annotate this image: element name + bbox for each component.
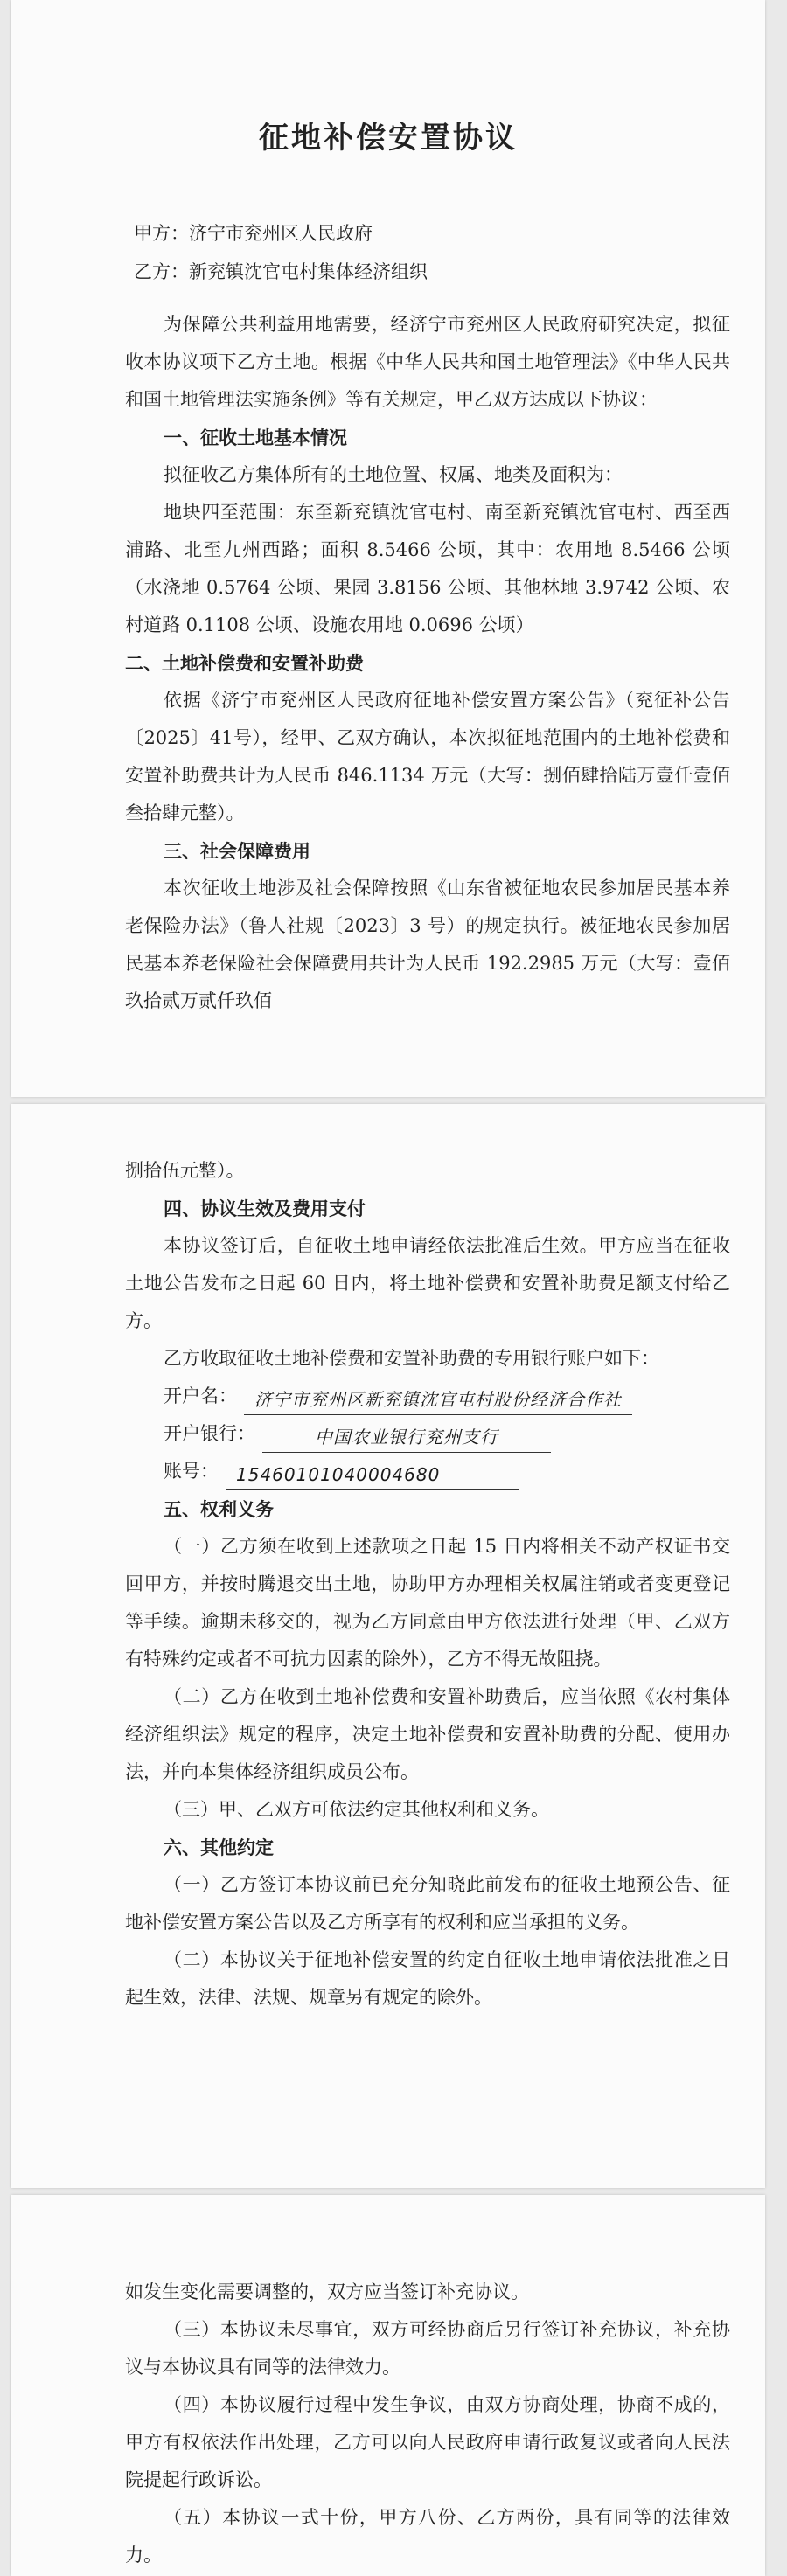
page1-body bbox=[125, 306, 730, 1020]
section-3-paragraph: 本次征收土地涉及社会保障按照《山东省被征地农民参加居民基本养老保险办法》（鲁人社规〔2023〕3 号）的规定执行。被征地农民参加居民基本养老保险社会保障费用共计为人民币 192.2985 万元（大写：壹佰玖拾贰万贰仟玖佰 bbox=[125, 878, 730, 1011]
account-number-handwritten: 15460101040004680 bbox=[226, 1462, 519, 1490]
section-5-paragraph-2: （二）乙方在收到土地补偿费和安置补助费后，应当依照《农村集体经济组织法》规定的程序，决定土地补偿费和安置补助费的分配、使用办法，并向本集体经济组织成员公布。 bbox=[125, 1686, 730, 1782]
bank-handwritten: 中国农业银行兖州支行 bbox=[262, 1424, 551, 1453]
account-number-label: 账号： bbox=[164, 1461, 219, 1482]
section-2-heading: 二、土地补偿费和安置补助费 bbox=[125, 652, 364, 674]
bank-row bbox=[125, 1415, 730, 1453]
section-1-paragraph-2: 地块四至范围：东至新兖镇沈官屯村、南至新兖镇沈官屯村、西至西浦路、北至九州西路；面积 8.5466 公顷，其中：农用地 8.5466 公顷（水浇地 0.5764 公顷、果园 3.8156 公顷、其他林地 3.9742 公顷、农村道路 0.1108 公顷、设施农用地 0.0696 公顷） bbox=[125, 502, 730, 635]
document-title: 征地补偿安置协议 bbox=[259, 121, 518, 156]
document-page-3 bbox=[11, 2195, 765, 2576]
document-page-1 bbox=[11, 0, 765, 1097]
account-name-label: 开户名： bbox=[164, 1385, 237, 1406]
account-name-row bbox=[125, 1378, 730, 1415]
section-6-paragraph-1: （一）乙方签订本协议前已充分知晓此前发布的征收土地预公告、征地补偿安置方案公告以及乙方所享有的权利和应当承担的义务。 bbox=[125, 1874, 730, 1933]
section-6-paragraph-2: （二）本协议关于征地补偿安置的约定自征收土地申请依法批准之日起生效，法律、法规、规章另有规定的除外。 bbox=[125, 1949, 730, 2008]
account-number-row bbox=[125, 1453, 730, 1490]
section-2-paragraph: 依据《济宁市兖州区人民政府征地补偿安置方案公告》（兖征补公告〔2025〕41号），经甲、乙双方确认，本次拟征地范围内的土地补偿费和安置补助费共计为人民币 846.1134 万元（大写：捌佰肆拾陆万壹仟壹佰叁拾肆元整）。 bbox=[125, 690, 730, 823]
section-1-paragraph-1: 拟征收乙方集体所有的土地位置、权属、地类及面积为： bbox=[164, 464, 623, 485]
document-page-2 bbox=[11, 1104, 765, 2188]
section-3-heading: 三、社会保障费用 bbox=[164, 840, 310, 862]
page2-body bbox=[125, 1152, 730, 2017]
section-4-paragraph-2: 乙方收取征收土地补偿费和安置补助费的专用银行账户如下： bbox=[164, 1348, 659, 1369]
continued-text: 捌拾伍元整）。 bbox=[125, 1160, 245, 1181]
preamble-paragraph: 为保障公共利益用地需要，经济宁市兖州区人民政府研究决定，拟征收本协议项下乙方土地。根据《中华人民共和国土地管理法》《中华人民共和国土地管理法实施条例》等有关规定，甲乙双方达成以下协议： bbox=[125, 314, 730, 410]
page3-body bbox=[125, 2274, 730, 2574]
section-6-paragraph-5: （五）本协议一式十份，甲方八份、乙方两份，具有同等的法律效力。 bbox=[125, 2507, 730, 2566]
party-a: 甲方：济宁市兖州区人民政府 bbox=[134, 223, 373, 244]
section-5-paragraph-1: （一）乙方须在收到上述款项之日起 15 日内将相关不动产权证书交回甲方，并按时腾退交出土地，协助甲方办理相关权属注销或者变更登记等手续。逾期未移交的，视为乙方同意由甲方依法进行处理（甲、乙双方有特殊约定或者不可抗力因素的除外），乙方不得无故阻挠。 bbox=[125, 1536, 730, 1670]
bank-label: 开户银行： bbox=[164, 1423, 255, 1444]
continued-text-page3: 如发生变化需要调整的，双方应当签订补充协议。 bbox=[125, 2281, 529, 2302]
section-5-heading: 五、权利义务 bbox=[164, 1498, 274, 1520]
party-b: 乙方：新兖镇沈官屯村集体经济组织 bbox=[134, 261, 428, 282]
section-5-paragraph-3: （三）甲、乙双方可依法约定其他权利和义务。 bbox=[164, 1799, 549, 1820]
section-6-heading: 六、其他约定 bbox=[164, 1837, 274, 1858]
parties-block bbox=[125, 214, 730, 291]
account-name-handwritten: 济宁市兖州区新兖镇沈官屯村股份经济合作社 bbox=[244, 1386, 632, 1415]
section-6-paragraph-4: （四）本协议履行过程中发生争议，由双方协商处理，协商不成的，甲方有权依法作出处理，乙方可以向人民政府申请行政复议或者向人民法院提起行政诉讼。 bbox=[125, 2394, 730, 2490]
section-6-paragraph-3: （三）本协议未尽事宜，双方可经协商后另行签订补充协议，补充协议与本协议具有同等的法律效力。 bbox=[125, 2319, 730, 2378]
section-1-heading: 一、征收土地基本情况 bbox=[164, 427, 347, 448]
section-4-heading: 四、协议生效及费用支付 bbox=[164, 1198, 366, 1219]
section-4-paragraph-1: 本协议签订后，自征收土地申请经依法批准后生效。甲方应当在征收土地公告发布之日起 60 日内，将土地补偿费和安置补助费足额支付给乙方。 bbox=[125, 1235, 730, 1331]
